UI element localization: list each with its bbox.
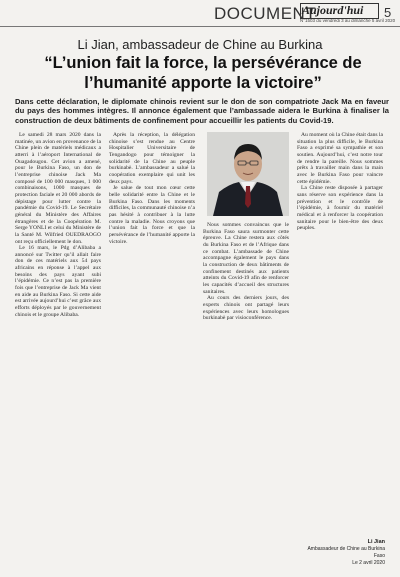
paragraph: Au cours des derniers jours, des experts chinois ont partagé leurs expériences avec leurs homologues burkinabè par visioconférence. [203,295,289,322]
article-kicker: Li Jian, ambassadeur de Chine au Burkina [77,37,323,52]
issue-line: N°1503 du vendredi 3 au dimanche 5 avril 2020 [300,18,396,23]
text-column-2 [109,132,195,572]
portrait-icon [207,132,289,216]
article-lead: Dans cette déclaration, le diplomate chinois revient sur le don de son compatriote Jack Ma en faveur du pays des hommes intègres. Il annonce également que l’ambassade aidera le Burkina à finaliser la construction de deux bâtiments de confinement pour accueillir les patients du Covid-19. [15,97,389,125]
paragraph: Je salue de tout mon cœur cette belle solidarité entre la Chine et le Burkina Faso. Dans les moments difficiles, la communauté chinoise n’a pas hésité à contribuer à la lutte contre la maladie. Nous croyons que l’union fait la force et que la persévérance de l’humanité apporte la victoire. [109,185,195,245]
paragraph: Le 16 mars, le Pdg d’Alibaba a annoncé sur Twitter qu’il allait faire don de ces matériels aux 54 pays africains en réponse à l’appel aux besoins des pays ayant subi l’épidémie. Ce n’est pas la première fois que l’entreprise de Jack Ma vient en aide au Burkina Faso. Si cette aide est arrivée aujourd’hui c’est grâce aux efforts déployés par le gouvernement chinois et le groupe Alibaba. [15,245,101,318]
section-label: DOCUMENT [214,4,317,23]
ambassador-photo [207,132,289,216]
paragraph: Nous sommes convaincus que le Burkina Faso saura surmonter cette épreuve. La Chine restera aux côtés du Burkina Faso et de l’Afrique dans ce combat. L’ambassade de Chine accompagne également le pays dans la construction de deux bâtiments de confinement destinés aux patients atteints du Covid-19 afin de renforcer les capacités d’accueil des structures sanitaires. [203,222,289,295]
newspaper-logo: Aujourd'hui [302,3,364,17]
paragraph: Après la réception, la délégation chinoise s’est rendue au Centre Hospitalier Universitaire de Tengandogo pour témoigner la solidarité de la Chine au peuple burkinabè. L’ambassadeur a salué la coopération exemplaire qui unit les deux pays. [109,132,195,185]
signature-title: Ambassadeur de Chine au Burkina Faso [307,546,385,559]
text-column-4 [297,132,383,534]
page-header [0,0,400,27]
article-headline: “L’union fait la force, la persévérance de l’humanité apporte la victoire” [44,54,362,92]
signature-block [297,539,385,567]
signature-date: Le 2 avril 2020 [352,560,385,566]
signature-name: Li Jian [367,539,385,545]
paragraph: Le samedi 28 mars 2020 dans la matinée, un avion en provenance de la Chine plein de matériels médicaux a atterri à l’aéroport International de Ouagadougou. Cet avion a amené, pour le Burkina Faso, un don de l’entreprise chinoise Jack Ma composé de 100 000 masques, 1 000 combinaisons, 1000 masques de protection faciale et 20 000 abords de dépistage pour lutter contre la pandémie du Covid-19. Le Secrétaire général du Ministère des Affaires étrangères et de la Coopération M. Serge YONLI et celui du Ministère de la Santé M. Wilfried OUEDRAOGO ont reçu officiellement le don. [15,132,101,245]
text-column-1 [15,132,101,572]
page-number: 5 [384,5,392,20]
paragraph: La Chine reste disposée à partager sans réserve son expérience dans la prévention et le contrôle de l’épidémie, à fournir du matériel médical et à renforcer la coopération sanitaire pour le bien-être des deux peuples. [297,185,383,232]
paragraph: Au moment où la Chine était dans la situation la plus difficile, le Burkina Faso a exprimé sa sympathie et son soutien. Aujourd’hui, c’est notre tour de rendre la pareille. Nous sommes prêts à travailler main dans la main avec le Burkina Faso pour vaincre cette épidémie. [297,132,383,185]
text-column-3 [203,222,289,572]
